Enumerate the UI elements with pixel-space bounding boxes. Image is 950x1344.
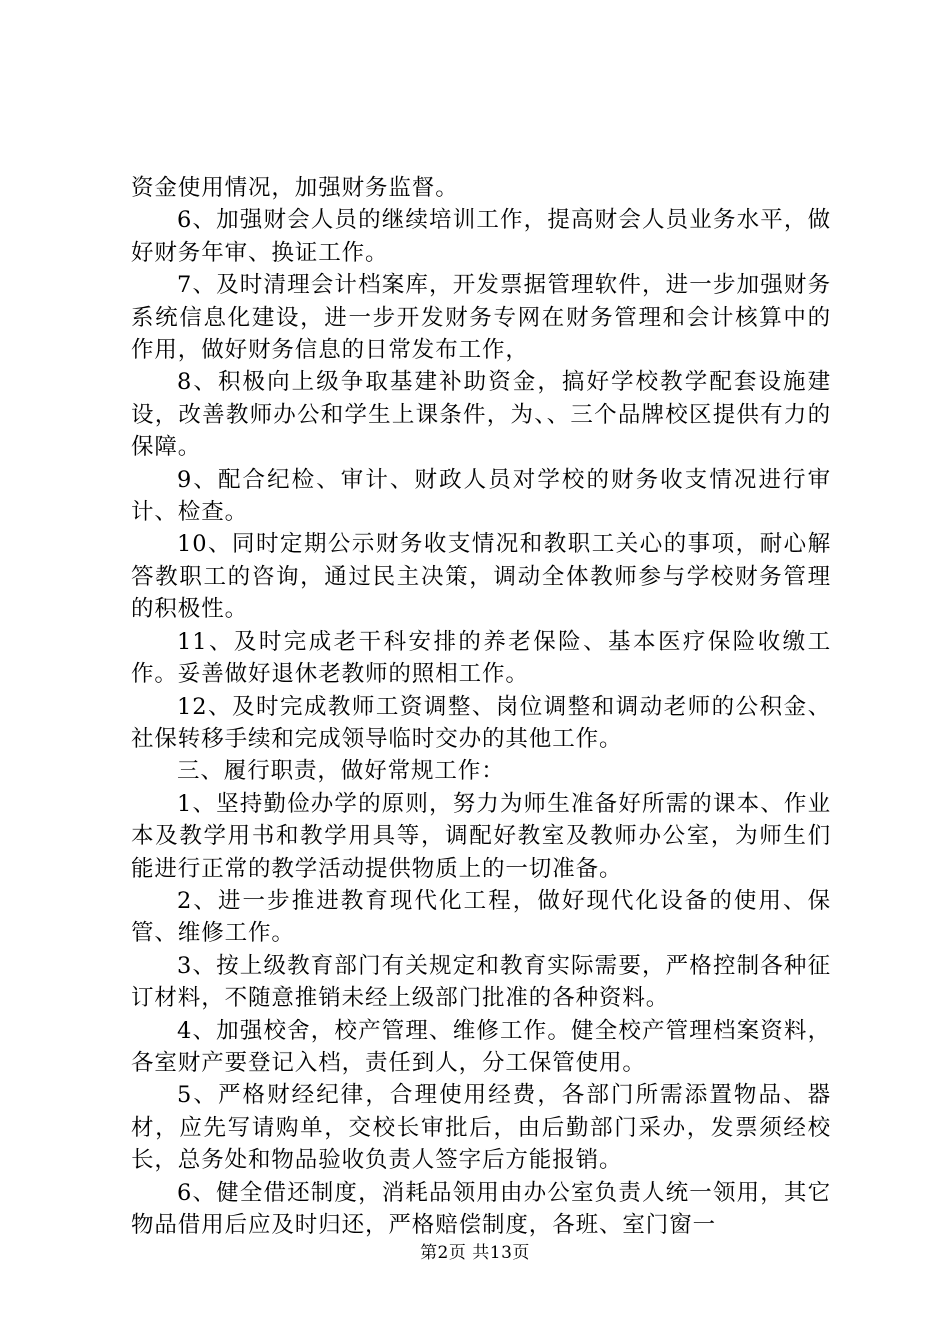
paragraph: 12、及时完成教师工资调整、岗位调整和调动老师的公积金、社保转移手续和完成领导临时交办的其他工作。: [131, 693, 831, 752]
paragraph: 6、加强财会人员的继续培训工作，提高财会人员业务水平，做好财务年审、换证工作。: [131, 207, 831, 266]
paragraph: 2、进一步推进教育现代化工程，做好现代化设备的使用、保管、维修工作。: [131, 887, 831, 947]
page-footer: [0, 1242, 950, 1264]
paragraph: 3、按上级教育部门有关规定和教育实际需要，严格控制各种征订材料，不随意推销未经上级部门批准的各种资料。: [131, 952, 831, 1012]
paragraph: 5、严格财经纪律，合理使用经费，各部门所需添置物品、器材，应先写请购单，交校长审批后，由后勤部门采办，发票须经校长，总务处和物品验收负责人签字后方能报销。: [131, 1082, 831, 1174]
page-number-label: 第2页 共13页: [420, 1243, 530, 1263]
section-heading: 三、履行职责，做好常规工作：: [177, 758, 505, 785]
paragraph: 4、加强校舍，校产管理、维修工作。健全校产管理档案资料，各室财产要登记入档，责任到人，分工保管使用。: [131, 1017, 831, 1076]
paragraph: 资金使用情况，加强财务监督。: [131, 175, 459, 201]
paragraph: 6、健全借还制度，消耗品领用由办公室负责人统一领用，其它物品借用后应及时归还，严格赔偿制度，各班、室门窗一: [131, 1179, 831, 1238]
paragraph: 10、同时定期公示财务收支情况和教职工关心的事项，耐心解答教职工的咨询，通过民主决策，调动全体教师参与学校财务管理的积极性。: [131, 531, 831, 623]
paragraph: 9、配合纪检、审计、财政人员对学校的财务收支情况进行审计、检查。: [131, 466, 831, 526]
paragraph: 11、及时完成老干科安排的养老保险、基本医疗保险收缴工作。妥善做好退休老教师的照相工作。: [131, 628, 831, 688]
paragraph: 8、积极向上级争取基建补助资金，搞好学校教学配套设施建设，改善教师办公和学生上课条件，为、、三个品牌校区提供有力的保障。: [131, 369, 831, 461]
paragraph: 7、及时清理会计档案库，开发票据管理软件，进一步加强财务系统信息化建设，进一步开发财务专网在财务管理和会计核算中的作用，做好财务信息的日常发布工作，: [131, 272, 831, 364]
document-body: [131, 172, 831, 1241]
paragraph: 1、坚持勤俭办学的原则，努力为师生准备好所需的课本、作业本及教学用书和教学用具等，调配好教室及教师办公室，为师生们能进行正常的教学活动提供物质上的一切准备。: [131, 790, 831, 882]
